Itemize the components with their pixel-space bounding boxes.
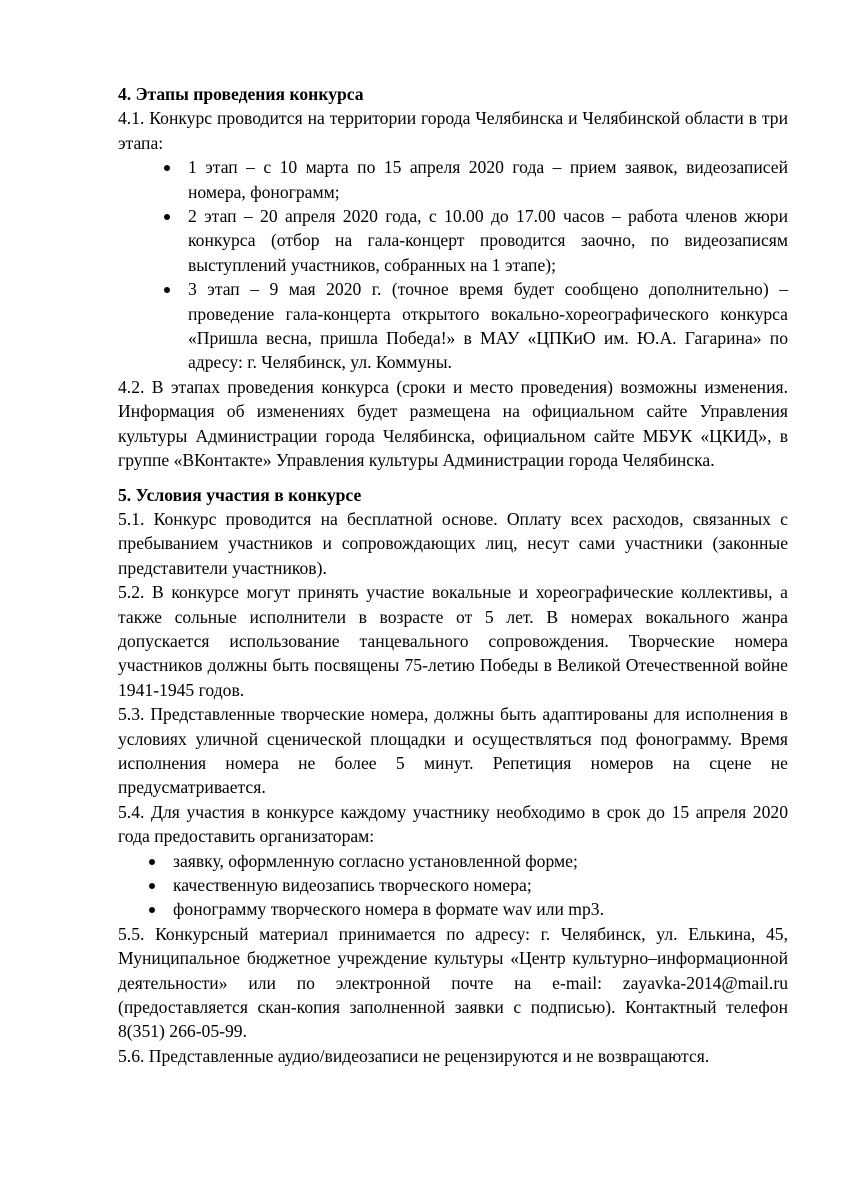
paragraph-5-4: 5.4. Для участия в конкурсе каждому участнику необходимо в срок до 15 апреля 2020 года предоставить организаторам: (118, 801, 788, 847)
document-page (118, 82, 788, 1068)
section-5-heading: 5. Условия участия в конкурсе (118, 484, 362, 505)
paragraph-5-5: 5.5. Конкурсный материал принимается по адресу: г. Челябинск, ул. Елькина, 45, Муниципальное бюджетное учреждение культуры «Центр культурно–информационной деятельности» или по электронной почте на e-mail: zayavka-2014@mail.ru (предоставляется скан-копия заполненной заявки с подписью). Контактный телефон 8(351) 266-05-99. (118, 923, 788, 1042)
bullet-icon (164, 214, 170, 220)
requirement-text: качественную видеозапись творческого номера; (173, 875, 532, 895)
bullet-icon (164, 165, 170, 171)
stage-item (118, 204, 788, 277)
requirement-item (118, 873, 788, 897)
section-4-heading: 4. Этапы проведения конкурса (118, 84, 364, 104)
paragraph-4-1: 4.1. Конкурс проводится на территории города Челябинска и Челябинской области в три этапа: (118, 108, 788, 153)
requirement-item (118, 849, 788, 873)
paragraph-4-2: 4.2. В этапах проведения конкурса (сроки и место проведения) возможны изменения. Информация об изменениях будет размещена на официальном сайте Управления культуры Администрации города Челябинска, официальном сайте МБУК «ЦКИД», в группе «ВКонтакте» Управления культуры Администрации города Челябинска. (118, 376, 788, 471)
paragraph-5-1: 5.1. Конкурс проводится на бесплатной основе. Оплату всех расходов, связанных с пребыванием участников и сопровождающих лиц, несут сами участники (законные представители участников). (118, 508, 788, 578)
bullet-icon (149, 883, 155, 889)
bullet-icon (164, 287, 170, 293)
requirement-text: заявку, оформленную согласно установленной форме; (173, 850, 578, 871)
requirement-item (118, 897, 788, 921)
paragraph-5-3: 5.3. Представленные творческие номера, должны быть адаптированы для исполнения в условиях уличной сценической площадки и осуществляться под фонограмму. Время исполнения номера не более 5 минут. Репетиция номеров на сцене не предусматривается. (118, 704, 788, 798)
stage-text: 2 этап – 20 апреля 2020 года, с 10.00 до 17.00 часов – работа членов жюри конкурса (отбор на гала-концерт проводится заочно, по видеозаписям выступлений участников, собранных на 1 этапе); (188, 206, 788, 275)
requirements-list (118, 849, 788, 922)
stages-list (118, 155, 788, 375)
paragraph-5-6: 5.6. Представленные аудио/видеозаписи не рецензируются и не возвращаются. (118, 1045, 710, 1066)
bullet-icon (149, 907, 155, 913)
stage-text: 3 этап – 9 мая 2020 г. (точное время будет сообщено дополнительно) – проведение гала-концерта открытого вокально-хореографического конкурса «Пришла весна, пришла Победа!» в МАУ «ЦПКиО им. Ю.А. Гагарина» по адресу: г. Челябинск, ул. Коммуны. (188, 279, 788, 373)
requirement-text: фонограмму творческого номера в формате wav или mp3. (173, 899, 604, 920)
stage-item (118, 277, 788, 375)
stage-text: 1 этап – с 10 марта по 15 апреля 2020 года – прием заявок, видеозаписей номера, фонограмм; (188, 157, 788, 202)
bullet-icon (149, 859, 155, 865)
stage-item (118, 155, 788, 204)
paragraph-5-2: 5.2. В конкурсе могут принять участие вокальные и хореографические коллективы, а также сольные исполнители в возрасте от 5 лет. В номерах вокального жанра допускается использование танцевального сопровождения. Творческие номера участников должны быть посвящены 75-летию Победы в Великой Отечественной войне 1941-1945 годов. (118, 582, 788, 700)
